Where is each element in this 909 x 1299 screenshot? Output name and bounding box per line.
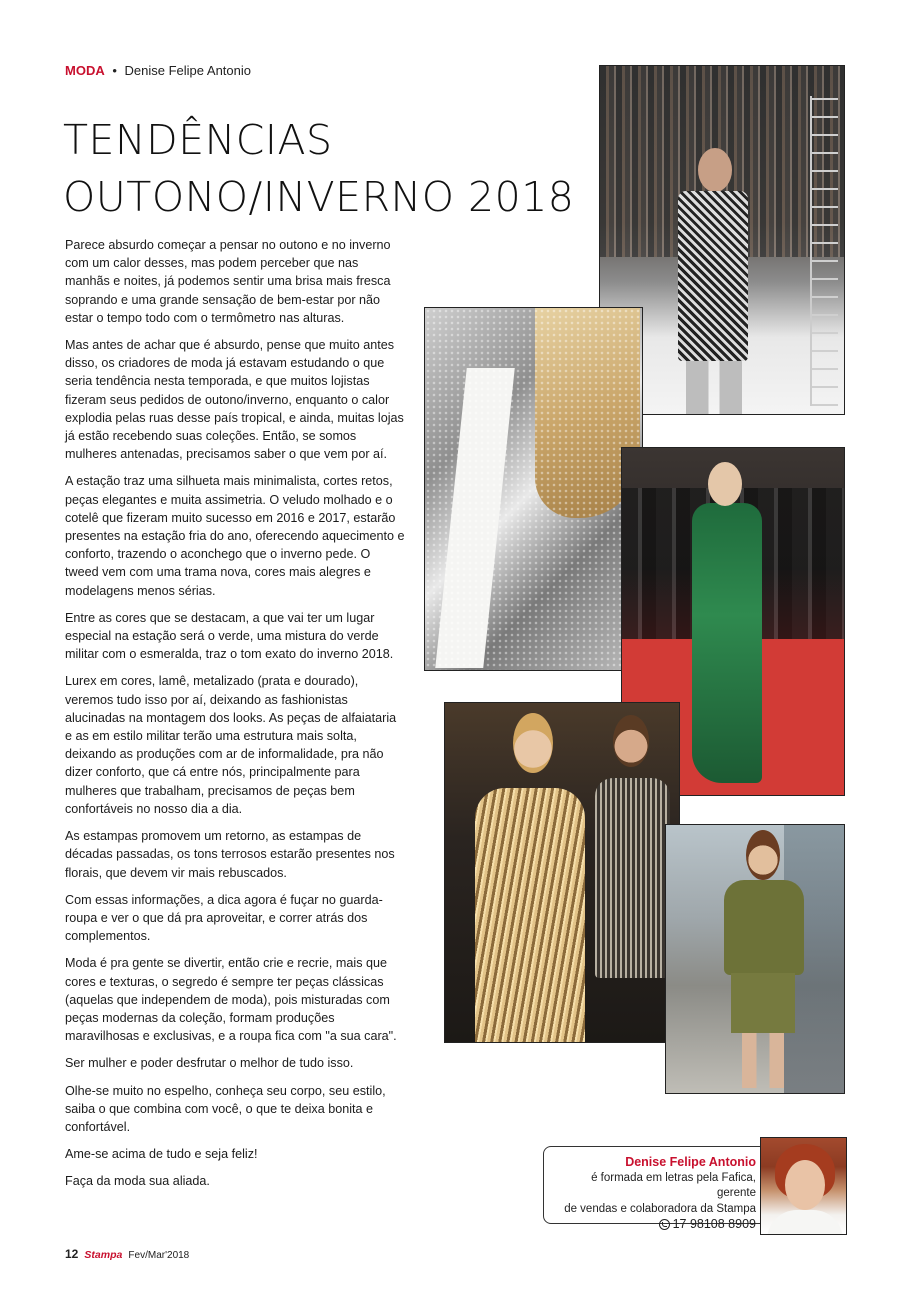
photo-model-head: [708, 462, 742, 506]
paragraph: Mas antes de achar que é absurdo, pense que muito antes disso, os criadores de moda já estavam estudando o que seria tendência nesta temporada, e que muitos lojistas fizeram seus pedidos de outono/inverno, enquanto o calor explodia pelas ruas desse país tropical, e ainda, muitas lojas já estão recebendo suas coleções. Então, se somos mulheres antenadas, precisamos saber o que vem por aí.: [65, 338, 404, 462]
paragraph: As estampas promovem um retorno, as estampas de décadas passadas, os tons terrosos estarão presentes nos florais, que devem vir mais rebuscados.: [65, 829, 395, 880]
paragraph: A estação traz uma silhueta mais minimalista, cortes retos, peças elegantes e muita assimetria. O veludo molhado e o cotelê que fizeram muito sucesso em 2016 e 2017, estarão presentes na estação fria do ano, oferecendo aquecimento e conforto, trazendo o aconchego que o inverno pede. O tweed vem com uma trama nova, cores mais alegres e modelagens menos sérias.: [65, 474, 405, 598]
phone-number: 17 98108 8909: [672, 1217, 756, 1231]
photo-boots: [686, 361, 742, 415]
magazine-name: Stampa: [84, 1249, 123, 1261]
paragraph: Faça da moda sua aliada.: [65, 1174, 210, 1189]
photo-silver-jacket: [424, 307, 643, 671]
header-separator: •: [112, 63, 117, 78]
photo-olive-skirt: [731, 973, 795, 1033]
article-body: [65, 236, 405, 1200]
photo-olive-street-style: [665, 824, 845, 1094]
photo-gold-pleated-dress: [475, 788, 585, 1043]
photo-silver-dress: [595, 778, 670, 978]
page-footer: [65, 1247, 189, 1261]
author-bio-line: de vendas e colaboradora da Stampa: [564, 1202, 756, 1215]
avatar-shoulders: [767, 1210, 843, 1235]
paragraph: Olhe-se muito no espelho, conheça seu corpo, seu estilo, saiba o que combina com você, o que te deixa bonita e confortável.: [65, 1083, 386, 1134]
whatsapp-icon: [659, 1219, 670, 1230]
author-contact: [550, 1217, 756, 1236]
photo-sequin-texture: [425, 308, 642, 670]
paragraph: Ame-se acima de tudo e seja feliz!: [65, 1147, 258, 1162]
article-title: [63, 112, 583, 226]
photo-gold-metallic: [444, 702, 680, 1043]
photo-model-head: [513, 713, 553, 773]
title-line-1: TENDÊNCIAS: [63, 116, 333, 164]
issue-date: Fev/Mar'2018: [128, 1250, 190, 1261]
photo-railing: [810, 96, 838, 406]
author-name: Denise Felipe Antonio: [625, 1155, 756, 1169]
paragraph: Moda é pra gente se divertir, então crie e recrie, mais que cores e texturas, o segredo é sempre ter peças clássicas (aquelas que independem de moda), pois misturadas com peças modernas da coleção, formam produções maravilhosas e exclusivas, e a roupa fica com "a sua cara".: [65, 956, 397, 1044]
avatar-face: [785, 1160, 825, 1210]
photo-model-head: [698, 148, 732, 192]
photo-model-head: [613, 715, 649, 767]
paragraph: Com essas informações, a dica agora é fuçar no guarda-roupa e ver o que dá pra aproveitar, e correr atrás dos complementos.: [65, 892, 383, 944]
section-label: MODA: [65, 63, 105, 78]
paragraph: Ser mulher e poder desfrutar o melhor de tudo isso.: [65, 1056, 354, 1071]
title-line-2: OUTONO/INVERNO 2018: [63, 173, 575, 221]
header-author: Denise Felipe Antonio: [124, 63, 252, 78]
section-header: [65, 63, 251, 78]
paragraph: Lurex em cores, lamê, metalizado (prata e dourado), veremos tudo isso por aí, deixando as fashionistas alucinadas na montagem dos looks. As peças de alfaiataria e as em estilo militar terão uma estrutura mais solta, deixando as produções com ar de informalidade, pra não dizer conforto, que cá entre nós, principalmente para mulheres que trabalham, precisamos de peças bem confortáveis no nosso dia a dia.: [65, 674, 397, 816]
author-phone[interactable]: [659, 1217, 756, 1233]
author-avatar: [760, 1137, 847, 1235]
author-bio-line: é formada em letras pela Fafica, gerente: [591, 1171, 756, 1199]
photo-tweed-suit: [678, 191, 748, 361]
paragraph: Entre as cores que se destacam, a que vai ter um lugar especial na estação será o verde, uma mistura do verde militar com o esmeralda, traz o tom exato do inverno 2018.: [65, 610, 394, 662]
photo-green-dress: [692, 503, 762, 783]
photo-olive-blazer: [724, 880, 804, 975]
author-bio-box: [543, 1146, 771, 1231]
page-number: 12: [65, 1247, 79, 1261]
photo-legs: [742, 1033, 784, 1088]
photo-model-head: [746, 830, 780, 880]
paragraph: Parece absurdo começar a pensar no outono e no inverno com um calor desses, mas podem perceber que nas manhãs e noites, já podemos sentir uma brisa mais fresca soprando e uma grande sensação de bem-estar por não estar o tempo todo com o termômetro nas alturas.: [65, 238, 391, 325]
